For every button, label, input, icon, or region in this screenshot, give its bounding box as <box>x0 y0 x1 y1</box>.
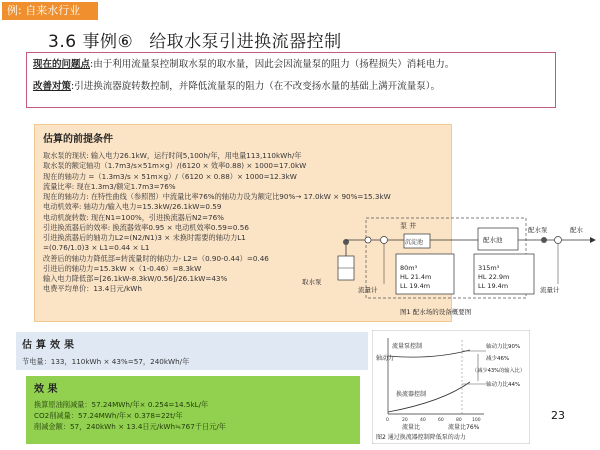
reservoir-2-hl: HL 22.9m <box>478 273 510 281</box>
reservoir-1-hl: HL 21.4m <box>400 273 432 281</box>
calc-line: 输入电力降低部=[26.1kW-8.3kW/0.56]/26.1kW=43% <box>43 274 228 283</box>
distribution-pump-icon <box>541 237 547 243</box>
y-axis-label: 轴动力 <box>376 355 395 362</box>
effect-line: CO2削减量：57.24MWh/年× 0.378=22t/年 <box>34 411 183 420</box>
distribution-pump-label: 配水泵 <box>528 226 548 234</box>
effect-box <box>26 376 360 444</box>
measure-label: 改善对策 <box>33 81 72 92</box>
problem-text: :由于利用流量泵控制取水泵的取水量，因此会因流量泵的阻力（扬程损失）消耗电力。 <box>90 59 455 70</box>
page-title <box>48 27 342 52</box>
estimate-heading: 估算效果 <box>22 340 78 351</box>
estimate-line: 节电量：133，110kWh × 43%=57，240kWh/年 <box>22 357 190 366</box>
calc-line: 引进换流器后的轴功力L2=(N2/N1)3 × 未换时需要的轴功力L1 <box>43 233 246 242</box>
fig1-caption: 图1 配水场的设备概要图 <box>400 308 472 316</box>
estimate-box <box>16 332 368 370</box>
intake-pump-label: 取水泵 <box>302 278 322 286</box>
water-supply-label: 配水 <box>570 226 583 234</box>
effect-line: 换算原油削减量：57.24MWh/年× 0.254=14.5kL/年 <box>34 400 209 409</box>
x-tick: 100 <box>472 418 481 423</box>
x-tick: 60 <box>438 418 444 423</box>
flow-ratio-76-label: 流量比76% <box>448 424 480 431</box>
reservoir-1-ll: LL 19.4m <box>400 282 431 290</box>
flowmeter-label-2: 流量计 <box>540 286 560 294</box>
industry-tag: 例: 自来水行业 <box>2 2 98 20</box>
sediment-label: 沉淀池 <box>405 239 424 246</box>
flowmeter-label-1: 流量计 <box>358 286 378 294</box>
calc-line: 流量比率: 现在1.3m3/额定1.7m3=76% <box>43 181 176 191</box>
calc-line: 现在的轴功力 =（1.3m3/s × 51m×g）/（6120 × 0.88）× 1000=12.3kW <box>43 171 297 181</box>
ratio-90-label: 轴动力比90% <box>486 344 521 350</box>
flowmeter-icon-2 <box>555 237 562 244</box>
calc-line: =(0.76/1.0)3 × L1=0.44 × L1 <box>43 243 150 253</box>
reduction-note: （减少43%的输入比） <box>472 368 526 374</box>
power-reduction-figure <box>372 330 530 444</box>
flowmeter-icon <box>381 237 388 244</box>
arrow-icon <box>590 237 596 243</box>
calc-line: 电动机效率: 轴功力/输入电力=15.3kW/26.1kW=0.59 <box>43 202 222 212</box>
reservoir-2-ll: LL 19.4m <box>478 282 509 290</box>
title-number: 3.6 事例⑥ <box>48 32 134 52</box>
calc-heading: 估算的前提条件 <box>43 134 113 145</box>
reservoir-1-volume: 80m³ <box>400 264 418 272</box>
calc-line: 取水泵的现状: 输入电力26.1kW，运行时间5,100h/年，用电量113,110kWh/年 <box>43 151 302 160</box>
calc-line: 电费平均单价：13.4日元/kWh <box>43 284 142 294</box>
x-tick: 20 <box>402 418 408 423</box>
problem-measure-box <box>26 52 556 108</box>
problem-row <box>33 58 549 72</box>
x-tick: 40 <box>420 418 426 423</box>
problem-label: 现在的问题点 <box>33 59 91 70</box>
reservoir-2-volume: 315m³ <box>478 264 500 272</box>
inverter-label: 换流器控制 <box>396 391 427 398</box>
facility-diagram <box>300 214 598 322</box>
calc-line: 电动机旋转数: 现在N1=100%，引进换流器后N2=76% <box>43 212 224 222</box>
reduction-label: 减少46% <box>486 356 510 362</box>
measure-row <box>33 80 549 94</box>
calc-line: 引进后的轴功力=15.3kW ×（1-0.46）=8.3kW <box>43 263 202 273</box>
measure-text: :引进换流器旋转数控制，并降低流量泵的阻力（在不改变扬水量的基础上满开流量泵）。 <box>71 81 440 92</box>
calc-line: 引进换流器后的效率: 换流器效率0.95 × 电动机效率0.59=0.56 <box>43 222 249 232</box>
title-text: 给取水泵引进换流器控制 <box>149 32 342 52</box>
fig2-caption: 图2 通过换流器控制降低泵的动力 <box>376 434 466 441</box>
calc-line: 现在的轴功力: 在特性曲线（参照图）中流量比率76%的轴功力设为额定比90%→ 17.0kW × 90%=15.3kW <box>43 192 391 201</box>
flow-control-label: 流量泵控制 <box>392 343 423 350</box>
effect-heading: 效 果 <box>34 384 58 395</box>
flow-ratio-label: 流量比 <box>402 424 421 431</box>
effect-line: 削减金额：57，240kWh × 13.4日元/kWh≒767千日元/年 <box>34 422 226 431</box>
calc-line: 改善后的轴功力降低部=转流量时的轴功力- L2=（0.90-0.44）=0.46 <box>43 253 269 263</box>
distribution-label: 配水池 <box>483 236 503 244</box>
calc-line: 取水泵的额定轴功（1.7m3/s×51m×g）/(6120 × 效率0.88) × 1000=17.0kW <box>43 161 307 171</box>
pump-well-label: 泵 井 <box>400 222 417 230</box>
page-number: 23 <box>551 409 565 422</box>
x-tick: 80 <box>456 418 462 423</box>
x-tick: 0 <box>386 418 389 423</box>
valve-icon <box>365 237 371 243</box>
ratio-44-label: 轴动力比44% <box>486 382 521 388</box>
